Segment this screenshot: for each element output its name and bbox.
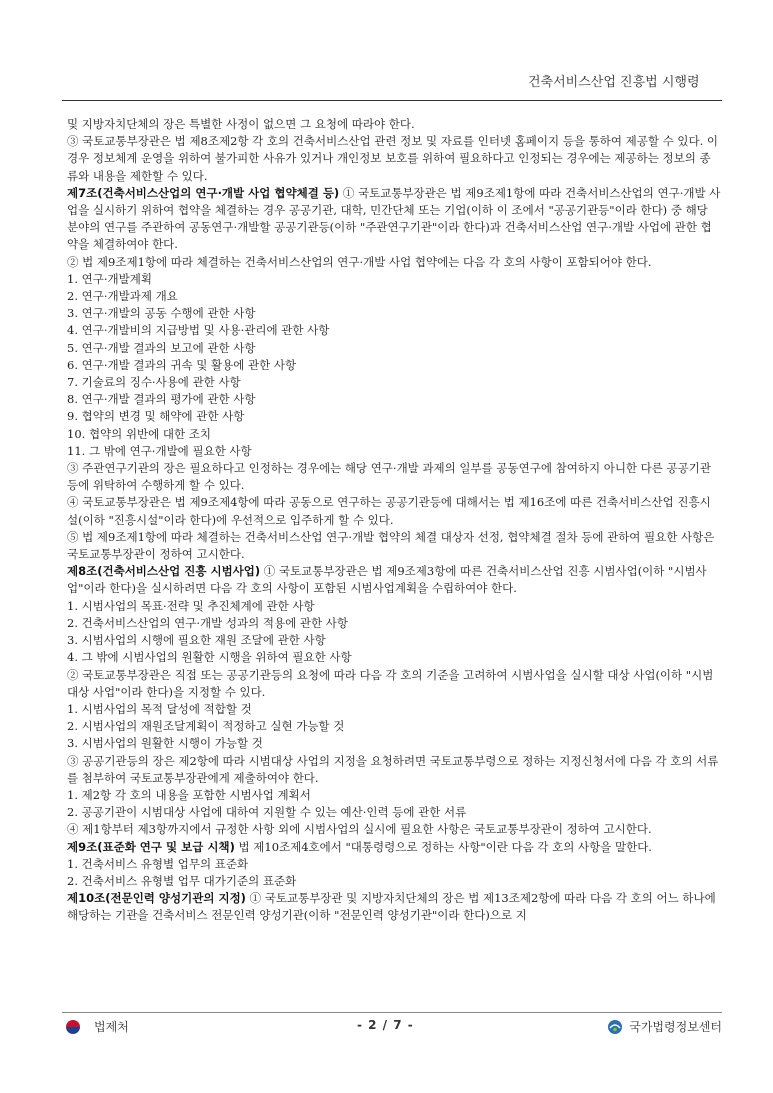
- article-text: 법 제10조제4호에서 "대통령령으로 정하는 사항"이란 다음 각 호의 사항을 말한다.: [234, 839, 652, 854]
- footer-source-label: 국가법령정보센터: [629, 1020, 722, 1034]
- list-item: 2. 연구·개발과제 개요: [67, 289, 178, 304]
- paragraph: ③ 공공기관등의 장은 제2항에 따라 시범대상 사업의 지정을 요청하려면 국토교통부령으로 정하는 지정신청서에 다음 각 호의 서류를 첨부하여 국토교통부장관에게 제출하여야 한다.: [67, 753, 719, 785]
- footer-publisher-label: 법제처: [94, 1020, 129, 1034]
- paragraph: ③ 국토교통부장관은 법 제8조제2항 각 호의 건축서비스산업 관련 정보 및 자료를 인터넷 홈페이지 등을 통하여 제공할 수 있다. 이 경우 정보체계 운영을 위하여 불가피한 사유가 있거나 개인정보 보호를 위하여 필요하다고 인정되는 경우에는 제공하는 정보의 종류와 내용을 제한할 수 있다.: [67, 134, 719, 183]
- paragraph: ② 국토교통부장관은 직접 또는 공공기관등의 요청에 따라 다음 각 호의 기준을 고려하여 시범사업을 실시할 대상 사업(이하 "시범대상 사업"이라 한다)을 지정할 수 있다.: [67, 667, 714, 699]
- paragraph: ④ 국토교통부장관은 법 제9조제4항에 따라 공동으로 연구하는 공공기관등에 대해서는 법 제16조에 따른 건축서비스산업 진흥시설(이하 "진흥시설"이라 한다)에 우선적으로 입주하게 할 수 있다.: [67, 495, 711, 527]
- article-title: 제7조(건축서비스산업의 연구·개발 사업 협약체결 등): [67, 185, 340, 200]
- list-item: 3. 시범사업의 원활한 시행이 가능할 것: [67, 736, 263, 751]
- paragraph: ② 법 제9조제1항에 따라 체결하는 건축서비스산업의 연구·개발 사업 협약에는 다음 각 호의 사항이 포함되어야 한다.: [67, 254, 652, 269]
- document-footer: [62, 1018, 722, 1038]
- list-item: 9. 협약의 변경 및 해약에 관한 사항: [67, 409, 245, 424]
- list-item: 3. 시범사업의 시행에 필요한 재원 조달에 관한 사항: [67, 633, 326, 648]
- paragraph: ④ 제1항부터 제3항까지에서 규정한 사항 외에 시범사업의 실시에 필요한 사항은 국토교통부장관이 정하여 고시한다.: [67, 822, 652, 837]
- government-emblem-icon: [66, 1020, 80, 1034]
- footer-divider: [62, 1012, 722, 1013]
- article-text: ① 국토교통부장관 및 지방자치단체의 장은 법 제13조제2항에 따라 다음 각 호의 어느 하나에 해당하는 기관을 건축서비스 전문인력 양성기관(이하 "전문인력 양성기관"이라 한다)으로 지: [67, 891, 716, 923]
- article-7: [67, 185, 721, 254]
- article-title: 제8조(건축서비스산업 진흥 시범사업): [67, 564, 261, 579]
- list-item: 1. 건축서비스 유형별 업무의 표준화: [67, 856, 249, 871]
- article-text: ① 국토교통부장관은 법 제9조제3항에 따른 건축서비스산업 진흥 시범사업(이하 "시범사업"이라 한다)을 실시하려면 다음 각 호의 사항이 포함된 시범사업계획을 수립하여야 한다.: [67, 564, 707, 596]
- list-item: 1. 시범사업의 목적 달성에 적합할 것: [67, 701, 252, 716]
- list-item: 4. 연구·개발비의 지급방법 및 사용·관리에 관한 사항: [67, 323, 330, 338]
- header-divider: [62, 100, 722, 101]
- list-item: 2. 건축서비스산업의 연구·개발 성과의 적용에 관한 사항: [67, 615, 348, 630]
- page-number: - 2 / 7 -: [357, 1018, 414, 1032]
- list-item: 11. 그 밖에 연구·개발에 필요한 사항: [67, 443, 252, 458]
- footer-publisher: [66, 1018, 129, 1035]
- list-item: 1. 연구·개발계획: [67, 271, 152, 286]
- article-title: 제10조(전문인력 양성기관의 지정): [67, 891, 246, 906]
- list-item: 10. 협약의 위반에 대한 조치: [67, 426, 211, 441]
- list-item: 5. 연구·개발 결과의 보고에 관한 사항: [67, 340, 256, 355]
- list-item: 7. 기술료의 징수·사용에 관한 사항: [67, 375, 241, 390]
- article-8: [67, 563, 721, 597]
- law-center-logo-icon: [607, 1019, 623, 1035]
- list-item: 8. 연구·개발 결과의 평가에 관한 사항: [67, 392, 256, 407]
- paragraph: ③ 주관연구기관의 장은 필요하다고 인정하는 경우에는 해당 연구·개발 과제의 일부를 공동연구에 참여하지 아니한 다른 공공기관등에 위탁하여 수행하게 할 수 있다.: [67, 461, 711, 493]
- list-item: 6. 연구·개발 결과의 귀속 및 활용에 관한 사항: [67, 357, 297, 372]
- list-item: 1. 시범사업의 목표·전략 및 추진체계에 관한 사항: [67, 598, 315, 613]
- list-item: 2. 공공기관이 시범대상 사업에 대하여 지원할 수 있는 예산·인력 등에 관한 서류: [67, 805, 467, 820]
- list-item: 2. 건축서비스 유형별 업무 대가기준의 표준화: [67, 873, 297, 888]
- footer-source: [607, 1018, 722, 1035]
- document-header: 건축서비스산업 진흥법 시행령: [528, 75, 700, 90]
- list-item: 2. 시범사업의 재원조달계획이 적정하고 실현 가능할 것: [67, 719, 345, 734]
- list-item: 3. 연구·개발의 공동 수행에 관한 사항: [67, 306, 256, 321]
- paragraph: 및 지방자치단체의 장은 특별한 사정이 없으면 그 요청에 따라야 한다.: [67, 117, 415, 131]
- article-text: ① 국토교통부장관은 법 제9조제1항에 따라 건축서비스산업의 연구·개발 사업을 실시하기 위하여 협약을 체결하는 경우 공공기관, 대학, 민간단체 또는 기업(이하 이 조에서 "공공기관등"이라 한다) 중 해당 분야의 연구를 주관하여 공동연구·개발할 공공기관등(이하 "주관연구기관"이라 한다)과 건축서비스산업 연구·개발 사업에 관한 협약을 체결하여야 한다.: [67, 185, 721, 252]
- article-10: [67, 890, 721, 924]
- list-item: 1. 제2항 각 호의 내용을 포함한 시범사업 계획서: [67, 787, 311, 802]
- article-9: [67, 839, 721, 856]
- list-item: 4. 그 밖에 시범사업의 원활한 시행을 위하여 필요한 사항: [67, 650, 352, 665]
- article-title: 제9조(표준화 연구 및 보급 시책): [67, 839, 235, 854]
- document-body: [67, 116, 721, 925]
- paragraph: ⑤ 법 제9조제1항에 따라 체결하는 건축서비스산업 연구·개발 협약의 체결 대상자 선정, 협약체결 절차 등에 관하여 필요한 사항은 국토교통부장관이 정하여 고시한다.: [67, 529, 715, 562]
